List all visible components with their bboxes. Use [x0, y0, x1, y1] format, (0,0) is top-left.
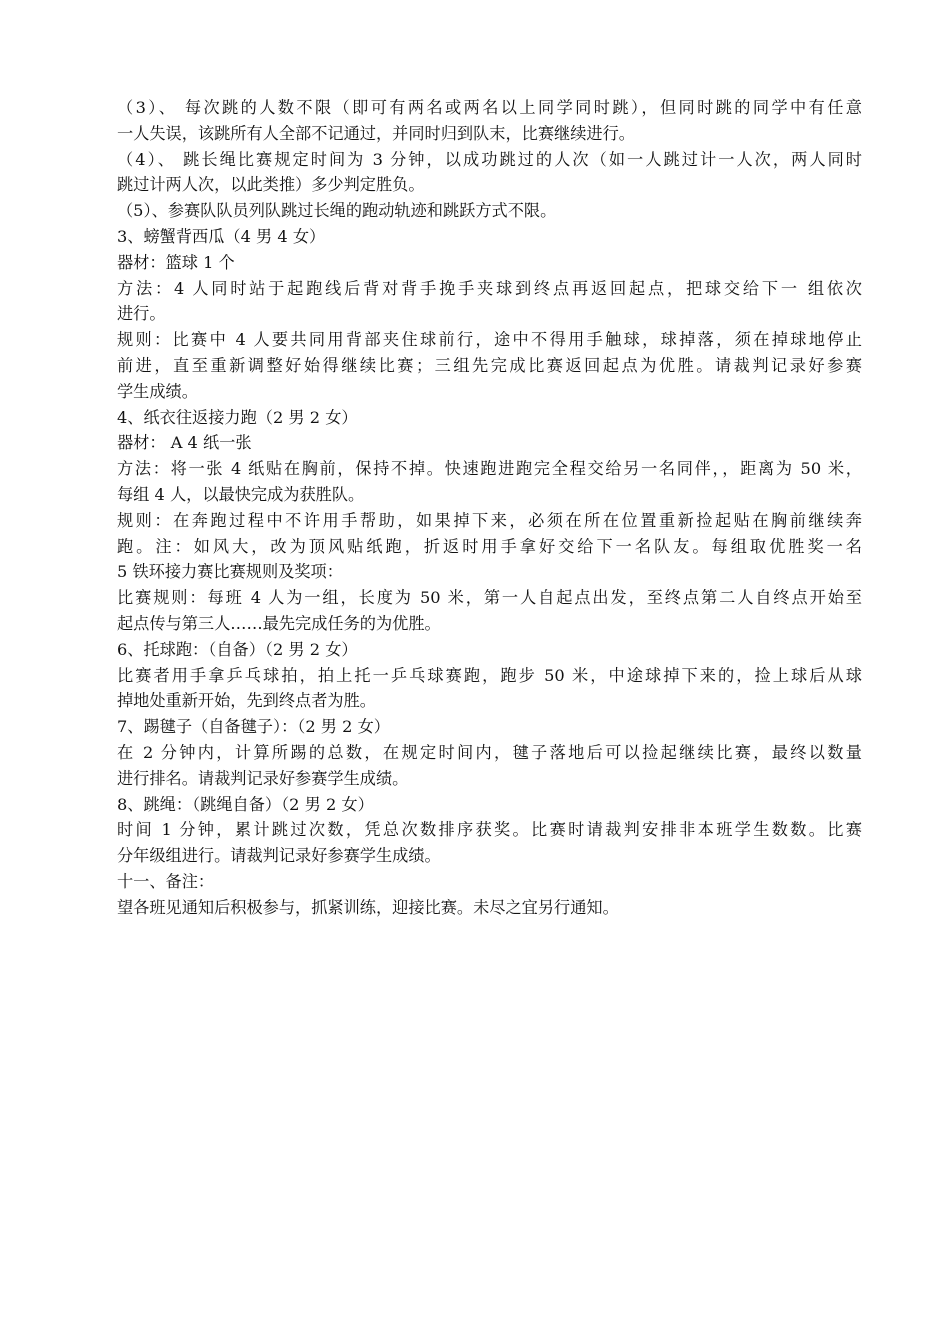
document-line: 望各班见通知后积极参与，抓紧训练，迎接比赛。未尽之宜另行通知。	[117, 897, 619, 917]
document-line: 起点传与第三人……最先完成任务的为优胜。	[117, 613, 441, 633]
document-line: 4、纸衣往返接力跑（2 男 2 女）	[117, 407, 358, 427]
document-line: 5 铁环接力赛比赛规则及奖项：	[117, 562, 343, 582]
document-line: 比赛规则：每班 4 人为一组，长度为 50 米，第一人自起点出发，至终点第二人自终点开始至	[117, 588, 862, 608]
document-line: 进行排名。请裁判记录好参赛学生成绩。	[117, 768, 409, 788]
document-line: 前进，直至重新调整好始得继续比赛；三组先完成比赛返回起点为优胜。请裁判记录好参赛	[117, 355, 862, 375]
document-line: 学生成绩。	[117, 381, 198, 401]
document-line: 器材： A 4 纸一张	[117, 433, 252, 453]
document-line: 3、螃蟹背西瓜（4 男 4 女）	[117, 226, 326, 246]
document-line: 十一、备注：	[117, 871, 215, 891]
document-line: 跑。注：如风大，改为顶风贴纸跑，折返时用手拿好交给下一名队友。每组取优胜奖一名	[117, 536, 862, 556]
document-line: 在 2 分钟内，计算所踢的总数，在规定时间内，毽子落地后可以捡起继续比赛，最终以数量	[117, 742, 862, 762]
document-line: 规则：比赛中 4 人要共同用背部夹住球前行，途中不得用手触球，球掉落，须在掉球地停止	[117, 330, 862, 350]
document-line: （4）、 跳长绳比赛规定时间为 3 分钟，以成功跳过的人次（如一人跳过计一人次，两人同时	[117, 149, 862, 169]
document-line: （5）、参赛队队员列队跳过长绳的跑动轨迹和跳跃方式不限。	[117, 201, 557, 221]
document-page	[117, 95, 862, 921]
document-line: 7、踢毽子（自备毽子）：（2 男 2 女）	[117, 717, 390, 737]
document-line: 时间 1 分钟，累计跳过次数，凭总次数排序获奖。比赛时请裁判安排非本班学生数数。比赛	[117, 820, 862, 840]
document-line: 方法：将一张 4 纸贴在胸前，保持不掉。快速跑进跑完全程交给另一名同伴，，距离为 50 米，	[117, 459, 862, 479]
document-line: 方法：4 人同时站于起跑线后背对背手挽手夹球到终点再返回起点，把球交给下一 组依次	[117, 278, 862, 298]
document-line: 跳过计两人次，以此类推）多少判定胜负。	[117, 175, 425, 195]
document-line: 器材：篮球 1 个	[117, 252, 235, 272]
document-line: 进行。	[117, 304, 166, 324]
document-line: 掉地处重新开始，先到终点者为胜。	[117, 691, 376, 711]
document-line: 8、跳绳：（跳绳自备）（2 男 2 女）	[117, 794, 374, 814]
document-line: （3）、 每次跳的人数不限（即可有两名或两名以上同学同时跳），但同时跳的同学中有任意	[117, 98, 862, 117]
document-line: 6、托球跑：（自备）（2 男 2 女）	[117, 639, 358, 659]
document-line: 比赛者用手拿乒乓球拍，拍上托一乒乓球赛跑，跑步 50 米，中途球掉下来的，捡上球后从球	[117, 665, 862, 685]
document-line: 一人失误，该跳所有人全部不记通过，并同时归到队末，比赛继续进行。	[117, 123, 635, 143]
document-line: 规则：在奔跑过程中不许用手帮助，如果掉下来，必须在所在位置重新捡起贴在胸前继续奔	[117, 510, 862, 530]
document-line: 每组 4 人，以最快完成为获胜队。	[117, 484, 365, 504]
document-line: 分年级组进行。请裁判记录好参赛学生成绩。	[117, 846, 441, 866]
